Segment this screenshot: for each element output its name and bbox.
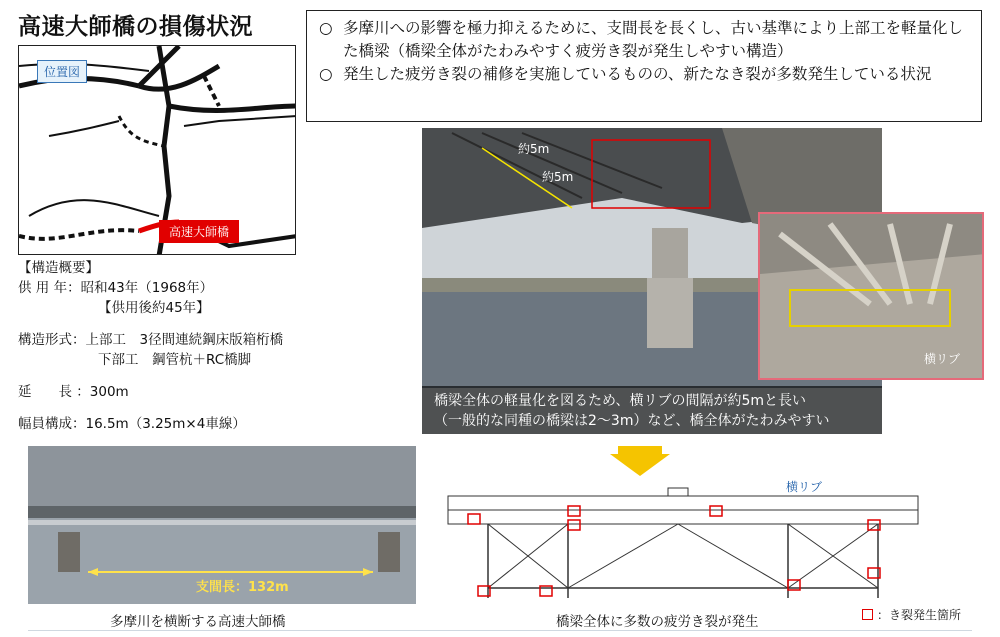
diagram-rib-label: 横リブ xyxy=(786,480,823,494)
river-bridge-photo xyxy=(28,446,416,604)
caption-line-1: 橋梁全体の軽量化を図るため、横リブの間隔が約5mと長い xyxy=(434,393,806,409)
service-year: 供 用 年：昭和43年（1968年） xyxy=(18,280,214,296)
footer-divider xyxy=(28,630,972,631)
spacing-dim-2: 約5m xyxy=(542,170,574,184)
structure-heading: 【構造概要】 xyxy=(18,260,99,276)
legend xyxy=(862,606,961,623)
service-note: 【供用後約45年】 xyxy=(98,300,210,316)
target-bridge-label: 高速大師橋 xyxy=(159,220,239,243)
type-lower: 下部工 鋼管杭＋RC橋脚 xyxy=(98,352,252,368)
spacing-dim-1: 約5m xyxy=(518,142,550,156)
inset-rib-label: 横リブ xyxy=(924,352,961,366)
type-upper: 構造形式：上部工 3径間連続鋼床版箱桁橋 xyxy=(18,332,284,348)
structure-overview xyxy=(18,258,308,434)
bullet-circle-icon: ○ xyxy=(319,65,333,83)
summary-box xyxy=(306,10,982,122)
span-length-label: 支間長：132m xyxy=(196,580,289,595)
photo-caption xyxy=(422,386,882,434)
caption-line-2: （一般的な同種の橋梁は2～3m）など、橋全体がたわみやすい xyxy=(434,413,830,429)
legend-label: ：き裂発生箇所 xyxy=(877,608,962,622)
diagram-caption: 橋梁全体に多数の疲労き裂が発生 xyxy=(556,614,759,630)
bullet-circle-icon: ○ xyxy=(319,19,333,37)
length: 延 長 ：300m xyxy=(18,384,129,400)
summary-text-2: 発生した疲労き裂の補修を実施しているものの、新たなき裂が多数発生している状況 xyxy=(343,65,932,83)
summary-text-1: 多摩川への影響を極力抑えるために、支間長を長くし、古い基準により上部工を軽量化した橋梁（橋梁全体がたわみやすく疲労き裂が発生しやすい構造） xyxy=(343,19,964,60)
summary-item-1 xyxy=(319,17,971,63)
map-label: 位置図 xyxy=(37,60,87,83)
summary-item-2 xyxy=(319,63,971,86)
cross-section-diagram xyxy=(428,468,928,610)
location-map xyxy=(18,45,296,255)
page-title: 高速大師橋の損傷状況 xyxy=(18,14,253,40)
river-photo-caption: 多摩川を横断する高速大師橋 xyxy=(110,614,286,630)
crack-marker-icon xyxy=(862,609,873,620)
rib-closeup-inset xyxy=(758,212,984,380)
width: 幅員構成：16.5m（3.25m×4車線） xyxy=(18,416,246,432)
